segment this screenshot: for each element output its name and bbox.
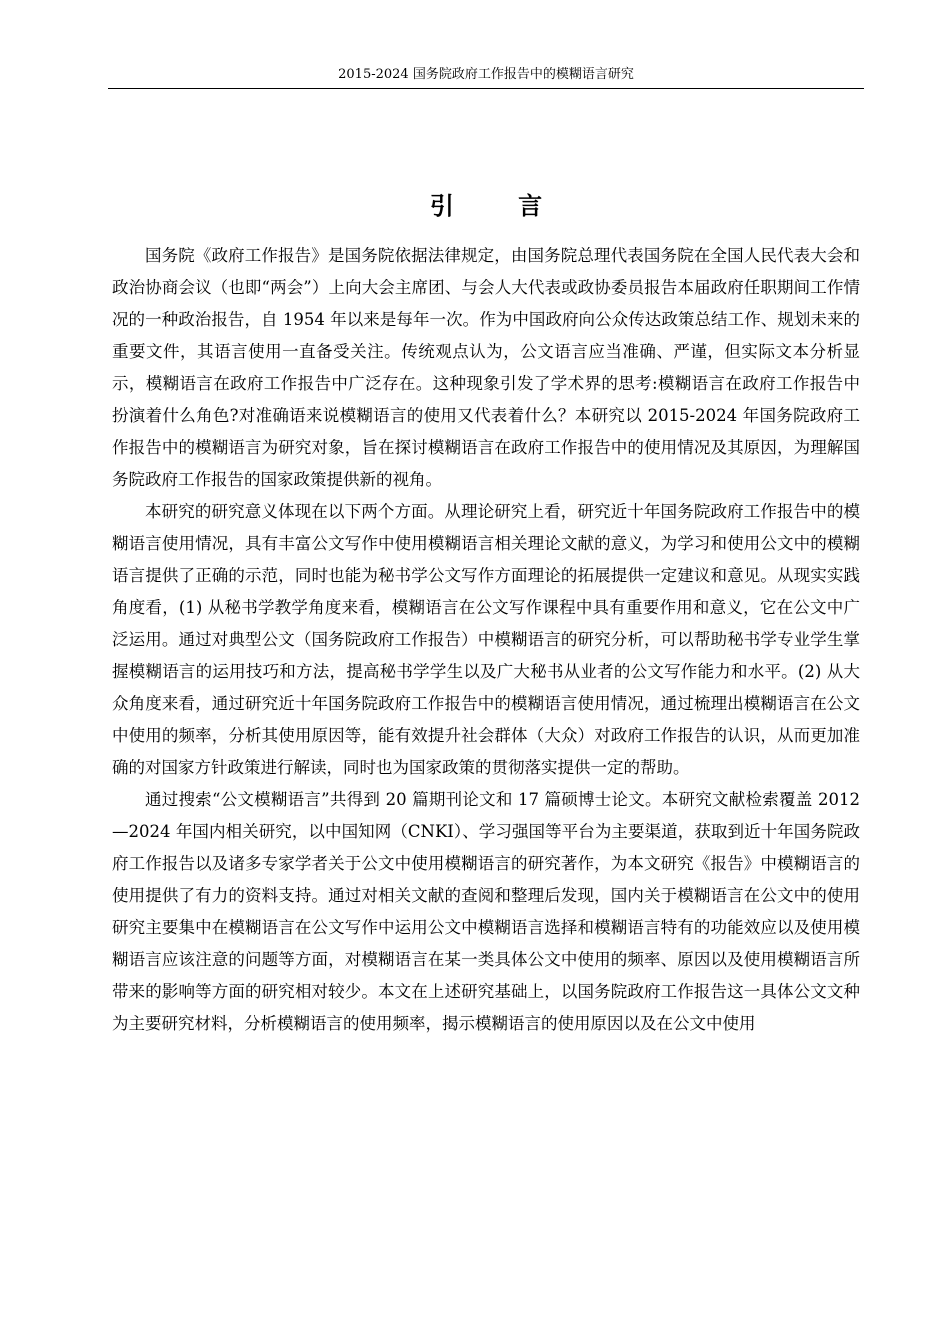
running-header: 2015-2024 国务院政府工作报告中的模糊语言研究 [338, 67, 634, 82]
body-text [112, 240, 860, 1040]
paragraph-literature: 通过搜索“公文模糊语言”共得到 20 篇期刊论文和 17 篇硕博士论文。本研究文献检索覆盖 2012—2024 年国内相关研究，以中国知网（CNKI）、学习强国等平台为主要渠道，获取到近十年国务院政府工作报告以及诸多专家学者关于公文中使用模糊语言的研究著作，为本文研究《报告》中模糊语言的使用提供了有力的资料支持。通过对相关文献的查阅和整理后发现，国内关于模糊语言在公文中的使用研究主要集中在模糊语言在公文写作中运用公文中模糊语言选择和模糊语言特有的功能效应以及使用模糊语言应该注意的问题等方面，对模糊语言在某一类具体公文中使用的频率、原因以及使用模糊语言所带来的影响等方面的研究相对较少。本文在上述研究基础上，以国务院政府工作报告这一具体公文文种为主要研究材料，分析模糊语言的使用频率，揭示模糊语言的使用原因以及在公文中使用 [112, 790, 860, 1033]
section-title: 引 言 [429, 192, 571, 221]
paragraph-background: 国务院《政府工作报告》是国务院依据法律规定，由国务院总理代表国务院在全国人民代表大会和政治协商会议（也即“两会”）上向大会主席团、与会人大代表或政协委员报告本届政府任职期间工作情况的一种政治报告，自 1954 年以来是每年一次。作为中国政府向公众传达政策总结工作、规划未来的重要文件，其语言使用一直备受关注。传统观点认为，公文语言应当准确、严谨，但实际文本分析显示，模糊语言在政府工作报告中广泛存在。这种现象引发了学术界的思考:模糊语言在政府工作报告中扮演着什么角色?对准确语来说模糊语言的使用又代表着什么？本研究以 2015-2024 年国务院政府工作报告中的模糊语言为研究对象，旨在探讨模糊语言在政府工作报告中的使用情况及其原因，为理解国务院政府工作报告的国家政策提供新的视角。 [112, 246, 860, 489]
paragraph-significance: 本研究的研究意义体现在以下两个方面。从理论研究上看，研究近十年国务院政府工作报告中的模糊语言使用情况，具有丰富公文写作中使用模糊语言相关理论文献的意义，为学习和使用公文中的模糊语言提供了正确的示范，同时也能为秘书学公文写作方面理论的拓展提供一定建议和意见。从现实实践角度看，(1) 从秘书学教学角度来看，模糊语言在公文写作课程中具有重要作用和意义，它在公文中广泛运用。通过对典型公文（国务院政府工作报告）中模糊语言的研究分析，可以帮助秘书学专业学生掌握模糊语言的运用技巧和方法，提高秘书学学生以及广大秘书从业者的公文写作能力和水平。(2) 从大众角度来看，通过研究近十年国务院政府工作报告中的模糊语言使用情况，通过梳理出模糊语言在公文中使用的频率，分析其使用原因等，能有效提升社会群体（大众）对政府工作报告的认识，从而更加准确的对国家方针政策进行解读，同时也为国家政策的贯彻落实提供一定的帮助。 [112, 502, 860, 777]
header-rule [108, 88, 864, 89]
